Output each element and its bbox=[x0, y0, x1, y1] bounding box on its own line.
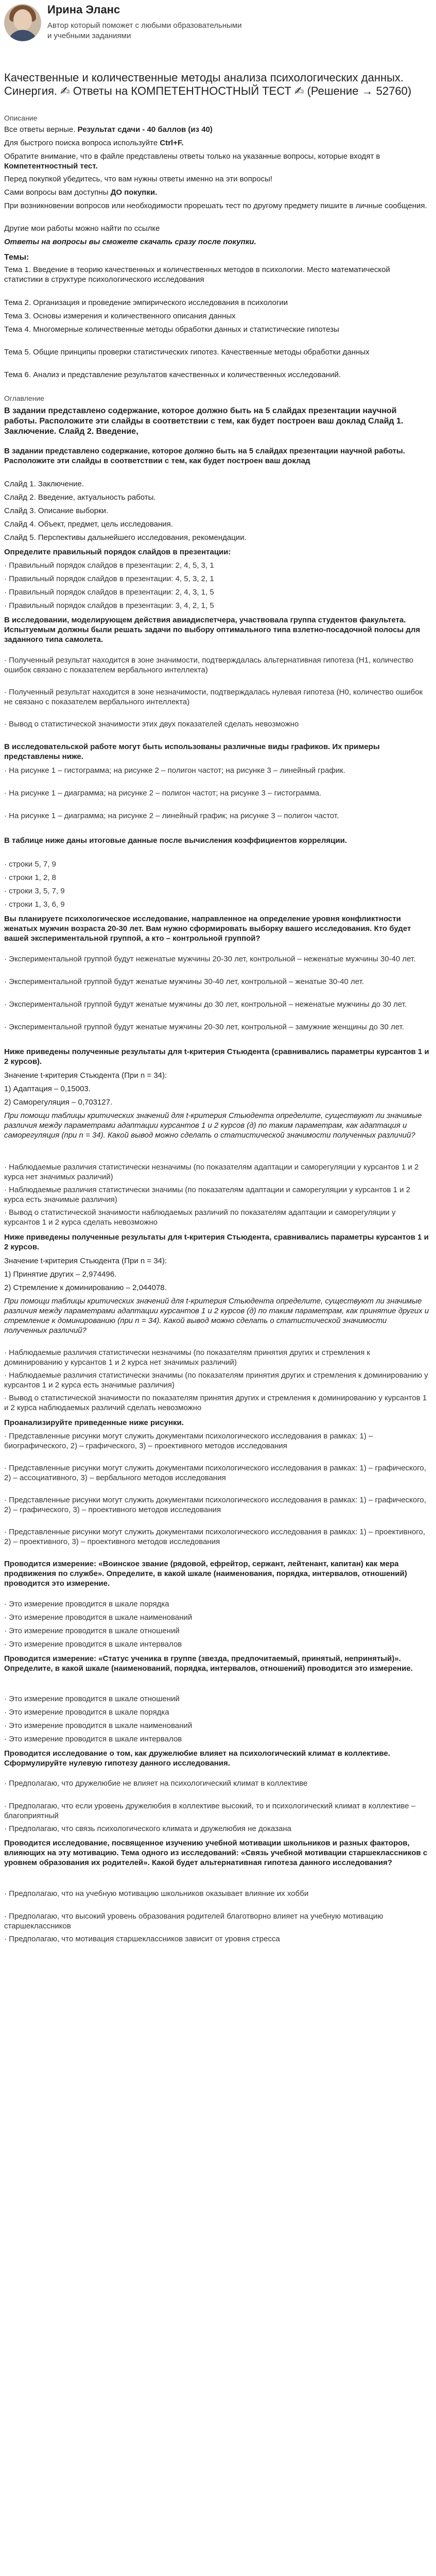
contact-notice: При возникновении вопросов или необходимости прорешать тест по другому предмету пишите в личные сообщения. bbox=[4, 201, 427, 210]
answer-option: · Это измерение проводится в шкале наименований bbox=[4, 1721, 193, 1730]
file-notice: Обратите внимание, что в файле представлены ответы только на указанные вопросы, которые входят в Компетентностный тест. bbox=[4, 152, 380, 171]
question-text: В таблице ниже даны итоговые данные после вычисления коэффициентов корреляции. bbox=[4, 836, 347, 845]
slide-item: Слайд 2. Введение, актуальность работы. bbox=[4, 493, 156, 502]
answer-option: · Это измерение проводится в шкале порядка bbox=[4, 1708, 169, 1717]
answer-option: · На рисунке 1 – диаграмма; на рисунке 2 – полигон частот; на рисунке 3 – гистограмма. bbox=[4, 789, 322, 798]
answer-option: · Наблюдаемые различия статистически незначимы (по показателям адаптации и саморегуляции у курсантов 1 и 2 курса нет значимых различий) bbox=[4, 1163, 419, 1181]
answer-option: · Экспериментальной группой будут женатые мужчины 30-40 лет, контрольной – женатые 30-40 лет. bbox=[4, 977, 364, 986]
check-notice: Перед покупкой убедитесь, что вам нужны ответы именно на эти вопросы! bbox=[4, 175, 273, 183]
answer-option: · Это измерение проводится в шкале порядка bbox=[4, 1600, 169, 1608]
question-text: В исследовательской работе могут быть использованы различные виды графиков. Их примеры представлены ниже. bbox=[4, 742, 380, 761]
topic-item: Тема 5. Общие принципы проверки статистических гипотез. Качественные методы обработки данных bbox=[4, 348, 370, 357]
answer-option: · Предполагаю, что мотивация старшеклассников зависит от уровня стресса bbox=[4, 1935, 280, 1943]
description-label: Описание bbox=[4, 114, 38, 122]
answer-option: · Правильный порядок слайдов в презентации: 2, 4, 5, 3, 1 bbox=[4, 561, 214, 570]
answer-option: · Это измерение проводится в шкале отношений bbox=[4, 1626, 180, 1635]
answer-option: · Полученный результат находится в зоне значимости, подтверждалась альтернативная гипотеза (Н1, количество ошибок связано с показателем вербального интеллекта) bbox=[4, 656, 413, 674]
answer-option: · Наблюдаемые различия статистически значимы (по показателям адаптации и саморегуляции у курсантов 1 и 2 курса есть значимые различия) bbox=[4, 1185, 411, 1204]
result-line: 2) Саморегуляция – 0,703127. bbox=[4, 1098, 113, 1107]
question-text: В задании представлено содержание, которое должно быть на 5 слайдах презентации научной работы. Расположите эти слайды в соответствии с тем, как будет построен ваш доклад bbox=[4, 447, 405, 465]
topics-heading: Темы: bbox=[4, 253, 29, 262]
avatar[interactable] bbox=[4, 4, 41, 41]
slide-item: Слайд 4. Объект, предмет, цель исследования. bbox=[4, 520, 173, 529]
answer-option: · Полученный результат находится в зоне незначимости, подтверждалась нулевая гипотеза (Н0, количество ошибок не связано с показателем вербального интеллекта) bbox=[4, 688, 423, 706]
question-text: Проводится измерение: «Статус ученика в группе (звезда, предпочитаемый, принятый, непринятый)». Определите, в какой шкале (наименований, порядка, интервалов, отношений) проводится это измерение. bbox=[4, 1654, 413, 1673]
result-line: 1) Адаптация – 0,15003. bbox=[4, 1084, 91, 1093]
question-text: Определите правильный порядок слайдов в презентации: bbox=[4, 548, 231, 556]
answer-option: · Представленные рисунки могут служить документами психологического исследования в рамках: 1) – графического, 2) – графического, 3) – проективного методов исследования bbox=[4, 1496, 426, 1514]
other-works-link[interactable]: Другие мои работы можно найти по ссылке bbox=[4, 224, 160, 233]
question-text: Проводится исследование о том, как дружелюбие влияет на психологический климат в коллективе. Сформулируйте нулевую гипотезу данного исследования. bbox=[4, 1749, 390, 1768]
answer-option: · Экспериментальной группой будут женатые мужчины до 30 лет, контрольной – неженатые мужчины до 30 лет. bbox=[4, 1000, 407, 1009]
answer-option: · Правильный порядок слайдов в презентации: 3, 4, 2, 1, 5 bbox=[4, 601, 214, 610]
answer-option: · На рисунке 1 – диаграмма; на рисунке 2 – линейный график; на рисунке 3 – полигон частот. bbox=[4, 811, 339, 820]
topic-item: Тема 2. Организация и проведение эмпирического исследования в психологии bbox=[4, 298, 288, 307]
slide-item: Слайд 1. Заключение. bbox=[4, 480, 84, 488]
answer-option: · Экспериментальной группой будут неженатые мужчины 20-30 лет, контрольной – неженатые мужчины 30-40 лет. bbox=[4, 955, 416, 963]
answer-option: · Представленные рисунки могут служить документами психологического исследования в рамках: 1) – графического, 2) – ассоциативного, 3) – вербального методов исследования bbox=[4, 1464, 426, 1482]
answer-option: · Предполагаю, что если уровень дружелюбия в коллективе высокий, то и психологический климат в коллективе – благоприятный bbox=[4, 1802, 416, 1820]
question-text: Проводится исследование, посвященное изучению учебной мотивации школьников и разных факторов, влияющих на эту мотивацию. Тема одного из исследований: «Связь учебной мотивации старшеклассников с уровнем образования их родителей». Какой будет альтернативная гипотеза данного исследования? bbox=[4, 1839, 428, 1867]
answer-option: · Представленные рисунки могут служить документами психологического исследования в рамках: 1) – проективного, 2) – проективного, 3) – проективного методов исследования bbox=[4, 1528, 425, 1546]
answer-option: · строки 3, 5, 7, 9 bbox=[4, 887, 65, 895]
author-name[interactable]: Ирина Эланс bbox=[47, 3, 120, 16]
answer-option: · Вывод о статистической значимости наблюдаемых различий по показателям адаптации и саморегуляции у курсантов 1 и 2 курса сделать невозможно bbox=[4, 1208, 396, 1227]
question-text: В исследовании, моделирующем действия авиадиспетчера, участвовала группа студентов факультета. Испытуемым должны были решать задачи по выбору оптимального типа взлетно-посадочной полосы для заданного типа самолета. bbox=[4, 616, 421, 644]
result-line: Значение t-критерия Стьюдента (При n = 34): bbox=[4, 1257, 167, 1265]
result-line: 1) Принятие других – 2,974496. bbox=[4, 1270, 117, 1279]
search-hint: Для быстрого поиска вопроса используйте Ctrl+F. bbox=[4, 139, 184, 147]
question-text: Проанализируйте приведенные ниже рисунки. bbox=[4, 1418, 184, 1427]
author-block bbox=[0, 0, 436, 67]
result-line: Значение t-критерия Стьюдента (При n = 34): bbox=[4, 1071, 167, 1080]
question-text: В задании представлено содержание, которое должно быть на 5 слайдах презентации научной работы. Расположите эти слайды в соответствии с тем, как будет построен ваш доклад Слайд 1. Заключение. Слайд 2. Введение, bbox=[4, 406, 404, 436]
topic-item: Тема 1. Введение в теорию качественных и количественных методов в психологии. Место математической статистики в структуре психологического исследования bbox=[4, 265, 390, 284]
topic-item: Тема 6. Анализ и представление результатов качественных и количественных исследований. bbox=[4, 370, 341, 379]
answer-option: · Это измерение проводится в шкале отношений bbox=[4, 1694, 180, 1703]
question-instruction: При помощи таблицы критических значений для t-критерия Стьюдента определите, существуют ли значимые различия между параметрами адаптации курсантов 1 и 2 курсов (д) по таким параметрам, как адаптация и саморегуляция (при n = 34). Какой вывод можно сделать о статистической значимости полученных различий? bbox=[4, 1111, 422, 1140]
answer-option: · Предполагаю, что связь психологического климата и дружелюбия не доказана bbox=[4, 1824, 291, 1833]
answer-option: · строки 1, 3, 6, 9 bbox=[4, 900, 65, 909]
author-description: Автор который поможет с любыми образовательными и учебными заданиями bbox=[47, 21, 242, 40]
answer-option: · Наблюдаемые различия статистически значимы (по показателям принятия других и стремления к доминированию у курсантов 1 и 2 курса есть значимые различия) bbox=[4, 1371, 428, 1389]
question-text: Ниже приведены полученные результаты для t-критерия Стьюдента, сравнивались параметры курсантов 1 и 2 курсов. bbox=[4, 1233, 429, 1251]
answer-option: · Экспериментальной группой будут женатые мужчины 20-30 лет, контрольной – замужние женщины до 30 лет. bbox=[4, 1023, 404, 1031]
question-text: Ниже приведены полученные результаты для t-критерия Стьюдента (сравнивались параметры курсантов 1 и 2 курсов). bbox=[4, 1047, 429, 1066]
question-text: Проводится измерение: «Воинское звание (рядовой, ефрейтор, сержант, лейтенант, капитан) как мера продвижения по службе». Определите, в какой шкале (наименования, порядка, интервалов, отношений) проводится это измерение. bbox=[4, 1560, 407, 1588]
answer-option: · Это измерение проводится в шкале наименований bbox=[4, 1613, 193, 1622]
answer-option: · Вывод о статистической значимости по показателям принятия других и стремления к доминированию у курсантов 1 и 2 курса наблюдаемых различий сделать невозможно bbox=[4, 1394, 427, 1412]
answer-option: · строки 5, 7, 9 bbox=[4, 860, 57, 869]
score-line: Все ответы верные. Результат сдачи - 40 баллов (из 40) bbox=[4, 125, 213, 134]
question-instruction: При помощи таблицы критических значений для t-критерия Стьюдента определите, существуют ли значимые различия между параметрами адаптации курсантов 1 и 2 курсов (д) по таким параметрам, как принятие других и стремление к доминированию (при n = 34). Какой вывод можно сделать о статистической значимости полученных различий? bbox=[4, 1297, 429, 1335]
answer-option: · строки 1, 2, 8 bbox=[4, 873, 57, 882]
answer-option: · Это измерение проводится в шкале интервалов bbox=[4, 1735, 182, 1743]
slide-item: Слайд 3. Описание выборки. bbox=[4, 506, 109, 515]
result-line: 2) Стремление к доминированию – 2,044078. bbox=[4, 1283, 167, 1292]
after-purchase-notice: Ответы на вопросы вы сможете скачать сразу после покупки. bbox=[4, 238, 256, 246]
available-notice: Сами вопросы вам доступны ДО покупки. bbox=[4, 188, 158, 197]
answer-option: · Предполагаю, что высокий уровень образования родителей благотворно влияет на учебную мотивацию старшеклассников bbox=[4, 1912, 383, 1930]
page-title: Качественные и количественные методы анализа психологических данных. Синергия. ✍ Ответы на КОМПЕТЕНТНОСТНЫЙ ТЕСТ ✍ (Решение → 52760) bbox=[4, 71, 412, 97]
question-text: Вы планируете психологическое исследование, направленное на определение уровня конфликтности женатых мужчин возраста 20-30 лет. Вам нужно сформировать выборку вашего исследования. Кто будет вашей экспериментальной группой, а кто – контрольной группой? bbox=[4, 914, 411, 943]
slide-item: Слайд 5. Перспективы дальнейшего исследования, рекомендации. bbox=[4, 533, 247, 542]
answer-option: · Предполагаю, что дружелюбие не влияет на психологический климат в коллективе bbox=[4, 1779, 308, 1788]
answer-option: · Это измерение проводится в шкале интервалов bbox=[4, 1640, 182, 1649]
answer-option: · Представленные рисунки могут служить документами психологического исследования в рамках: 1) – биографического, 2) – графического, 3) – проективного методов исследования bbox=[4, 1432, 373, 1450]
answer-option: · На рисунке 1 – гистограмма; на рисунке 2 – полигон частот; на рисунке 3 – линейный график. bbox=[4, 766, 345, 775]
answer-option: · Правильный порядок слайдов в презентации: 2, 4, 3, 1, 5 bbox=[4, 588, 214, 597]
answer-option: · Правильный порядок слайдов в презентации: 4, 5, 3, 2, 1 bbox=[4, 574, 214, 583]
answer-option: · Вывод о статистической значимости этих двух показателей сделать невозможно bbox=[4, 720, 299, 728]
topic-item: Тема 4. Многомерные количественные методы обработки данных и статистические гипотезы bbox=[4, 325, 339, 334]
answer-option: · Наблюдаемые различия статистически незначимы (по показателям принятия других и стремления к доминированию у курсантов 1 и 2 курса нет значимых различий) bbox=[4, 1348, 370, 1367]
toc-label[interactable]: Оглавление bbox=[4, 394, 45, 402]
answer-option: · Предполагаю, что на учебную мотивацию школьников оказывает влияние их хобби bbox=[4, 1889, 309, 1898]
topic-item: Тема 3. Основы измерения и количественного описания данных bbox=[4, 312, 236, 320]
